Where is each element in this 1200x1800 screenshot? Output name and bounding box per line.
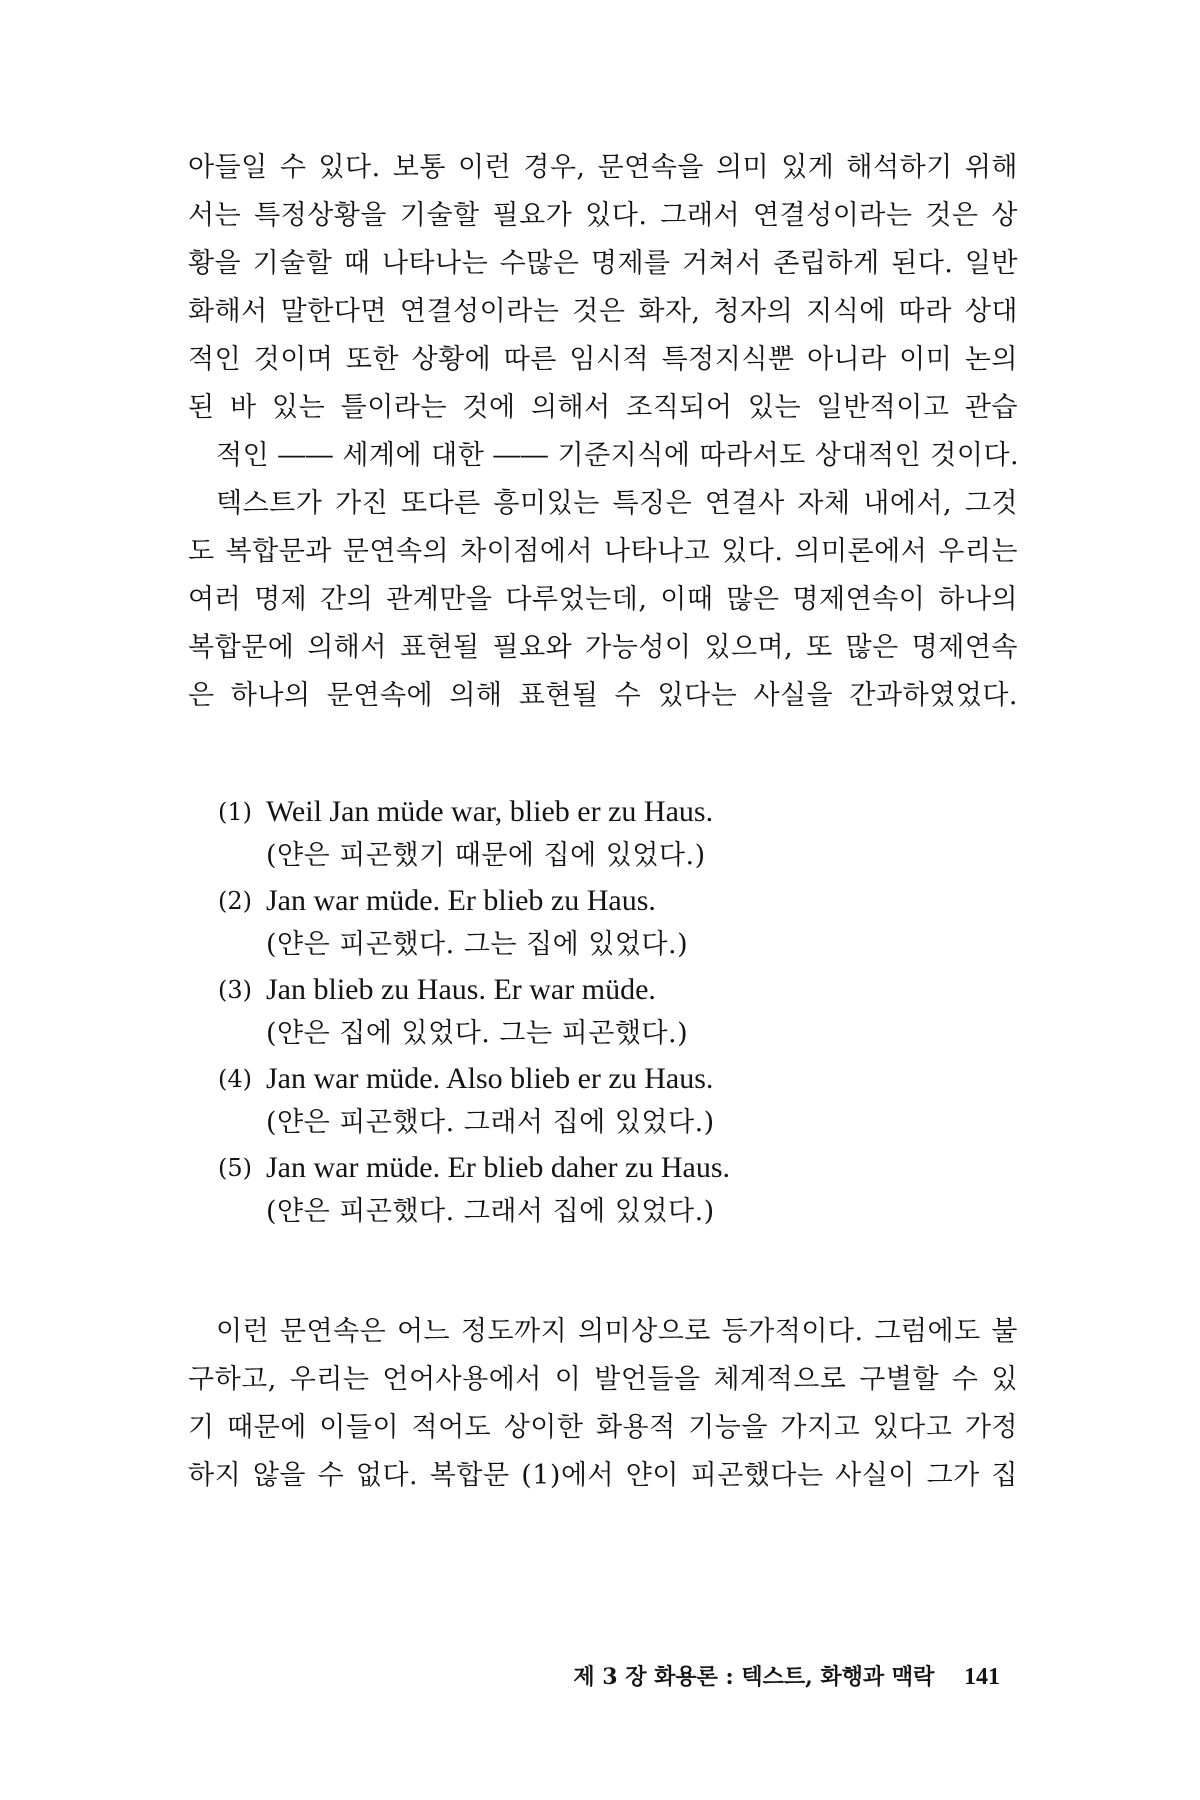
text-line: 여러 명제 간의 관계만을 다루었는데, 이때 많은 명제연속이 하나의 bbox=[188, 584, 1018, 615]
example-number: (4) bbox=[218, 1065, 252, 1093]
text-line: 아들일 수 있다. 보통 이런 경우, 문연속을 의미 있게 해석하기 위해 bbox=[188, 152, 1018, 183]
text-line: 된 바 있는 틀이라는 것에 의해서 조직되어 있는 일반적이고 관습 bbox=[188, 392, 1018, 423]
text-line: 텍스트가 가진 또다른 흥미있는 특징은 연결사 자체 내에서, 그것 bbox=[216, 488, 1018, 519]
example-korean: (얀은 피곤했다. 그래서 집에 있었다.) bbox=[266, 1107, 715, 1138]
example-item bbox=[188, 1148, 1018, 1238]
text-line: 복합문에 의해서 표현될 필요와 가능성이 있으며, 또 많은 명제연속 bbox=[188, 632, 1018, 663]
paragraph-2 bbox=[188, 484, 1018, 734]
example-number: (5) bbox=[218, 1154, 252, 1182]
running-header: 제 3 장 화용론 : 텍스트, 화행과 맥락 bbox=[573, 1664, 935, 1690]
example-item bbox=[188, 881, 1018, 971]
text-line: 도 복합문과 문연속의 차이점에서 나타나고 있다. 의미론에서 우리는 bbox=[188, 536, 1018, 567]
text-line: 하지 않을 수 없다. 복합문 (1)에서 얀이 피곤했다는 사실이 그가 집 bbox=[188, 1460, 1018, 1491]
example-korean: (얀은 집에 있었다. 그는 피곤했다.) bbox=[266, 1018, 689, 1049]
examples-list bbox=[188, 792, 1018, 1242]
example-item bbox=[188, 792, 1018, 882]
example-number: (1) bbox=[218, 798, 252, 826]
page-footer bbox=[573, 1662, 1000, 1692]
example-number: (2) bbox=[218, 887, 252, 915]
example-korean: (얀은 피곤했다. 그래서 집에 있었다.) bbox=[266, 1196, 715, 1227]
example-german: Jan war müde. Er blieb daher zu Haus. bbox=[266, 1151, 731, 1184]
text-line: 구하고, 우리는 언어사용에서 이 발언들을 체계적으로 구별할 수 있 bbox=[188, 1364, 1018, 1395]
text-line: 황을 기술할 때 나타나는 수많은 명제를 거쳐서 존립하게 된다. 일반 bbox=[188, 248, 1018, 279]
paragraph-1 bbox=[188, 148, 1020, 471]
text-line: 은 하나의 문연속에 의해 표현될 수 있다는 사실을 간과하였었다. bbox=[188, 680, 1018, 711]
example-german: Weil Jan müde war, blieb er zu Haus. bbox=[266, 795, 714, 828]
example-korean: (얀은 피곤했기 때문에 집에 있었다.) bbox=[266, 840, 706, 871]
example-item bbox=[188, 1059, 1018, 1149]
example-number: (3) bbox=[218, 976, 252, 1004]
example-german: Jan war müde. Also blieb er zu Haus. bbox=[266, 1062, 714, 1095]
example-korean: (얀은 피곤했다. 그는 집에 있었다.) bbox=[266, 929, 689, 960]
text-line: 이런 문연속은 어느 정도까지 의미상으로 등가적이다. 그럼에도 불 bbox=[216, 1316, 1018, 1347]
text-line: 기 때문에 이들이 적어도 상이한 화용적 기능을 가지고 있다고 가정 bbox=[188, 1412, 1018, 1443]
example-german: Jan war müde. Er blieb zu Haus. bbox=[266, 884, 656, 917]
example-item bbox=[188, 970, 1018, 1060]
text-line: 적인 ―― 세계에 대한 ―― 기준지식에 따라서도 상대적인 것이다. bbox=[216, 440, 1020, 471]
example-german: Jan blieb zu Haus. Er war müde. bbox=[266, 973, 656, 1006]
text-line: 적인 것이며 또한 상황에 따른 임시적 특정지식뿐 아니라 이미 논의 bbox=[188, 344, 1018, 375]
page-number: 141 bbox=[964, 1664, 1000, 1690]
text-line: 화해서 말한다면 연결성이라는 것은 화자, 청자의 지식에 따라 상대 bbox=[188, 296, 1018, 327]
paragraph-3 bbox=[188, 1312, 1018, 1512]
text-line: 서는 특정상황을 기술할 필요가 있다. 그래서 연결성이라는 것은 상 bbox=[188, 200, 1018, 231]
